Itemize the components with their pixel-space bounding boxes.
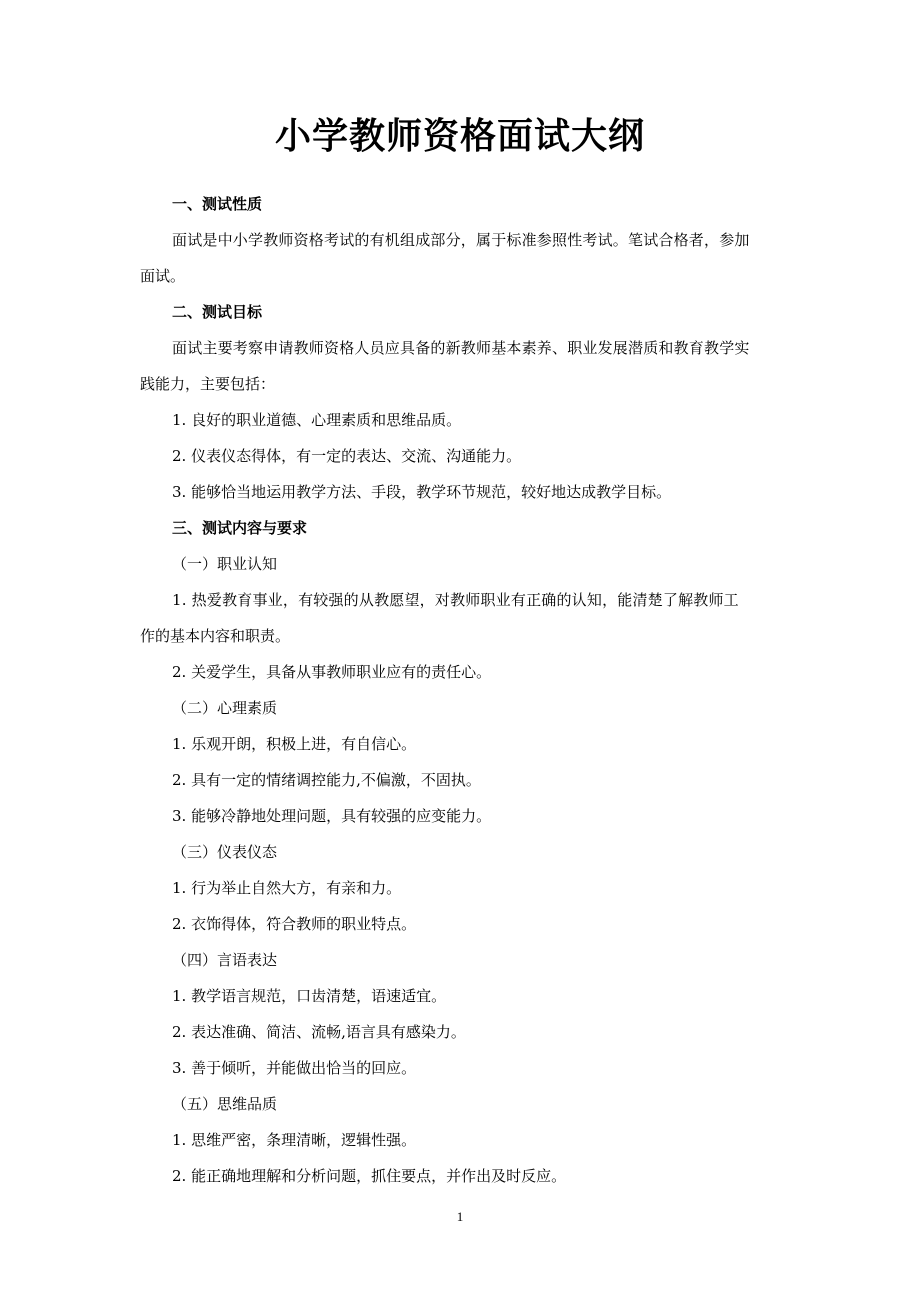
list-item: 2. 能正确地理解和分析问题，抓住要点，并作出及时反应。 [172,1167,567,1185]
subsection-heading: （四）言语表达 [172,951,278,969]
list-item-continuation: 作的基本内容和职责。 [140,627,291,645]
list-item: 1. 良好的职业道德、心理素质和思维品质。 [172,411,462,429]
list-item: 3. 善于倾听，并能做出恰当的回应。 [172,1059,417,1077]
document-body [140,186,785,1194]
section-heading: 一、测试性质 [172,195,263,213]
subsection-heading: （一）职业认知 [172,555,278,573]
list-item: 2. 关爱学生，具备从事教师职业应有的责任心。 [172,663,492,681]
list-item: 1. 热爱教育事业，有较强的从教愿望，对教师职业有正确的认知，能清楚了解教师工 [172,591,739,609]
list-item: 1. 教学语言规范，口齿清楚，语速适宜。 [172,987,447,1005]
document-title: 小学教师资格面试大纲 [274,116,645,157]
page-number: 1 [456,1209,464,1224]
list-item: 3. 能够冷静地处理问题，具有较强的应变能力。 [172,807,492,825]
list-item: 2. 仪表仪态得体，有一定的表达、交流、沟通能力。 [172,447,522,465]
paragraph-line: 践能力，主要包括： [140,375,276,393]
list-item: 2. 表达准确、简洁、流畅,语言具有感染力。 [172,1023,466,1041]
subsection-heading: （二）心理素质 [172,699,278,717]
list-item: 1. 思维严密，条理清晰，逻辑性强。 [172,1131,417,1149]
list-item: 1. 行为举止自然大方，有亲和力。 [172,879,402,897]
list-item: 1. 乐观开朗，积极上进，有自信心。 [172,735,417,753]
subsection-heading: （五）思维品质 [172,1095,278,1113]
subsection-heading: （三）仪表仪态 [172,843,278,861]
paragraph-line: 面试。 [140,267,186,285]
list-item: 2. 衣饰得体，符合教师的职业特点。 [172,915,417,933]
paragraph-line: 面试主要考察申请教师资格人员应具备的新教师基本素养、职业发展潜质和教育教学实 [172,339,750,357]
list-item: 2. 具有一定的情绪调控能力,不偏激，不固执。 [172,771,481,789]
list-item: 3. 能够恰当地运用教学方法、手段，教学环节规范，较好地达成教学目标。 [172,483,672,501]
section-heading: 二、测试目标 [172,303,263,321]
section-heading: 三、测试内容与要求 [172,519,308,537]
paragraph-line: 面试是中小学教师资格考试的有机组成部分，属于标准参照性考试。笔试合格者，参加 [172,231,750,249]
